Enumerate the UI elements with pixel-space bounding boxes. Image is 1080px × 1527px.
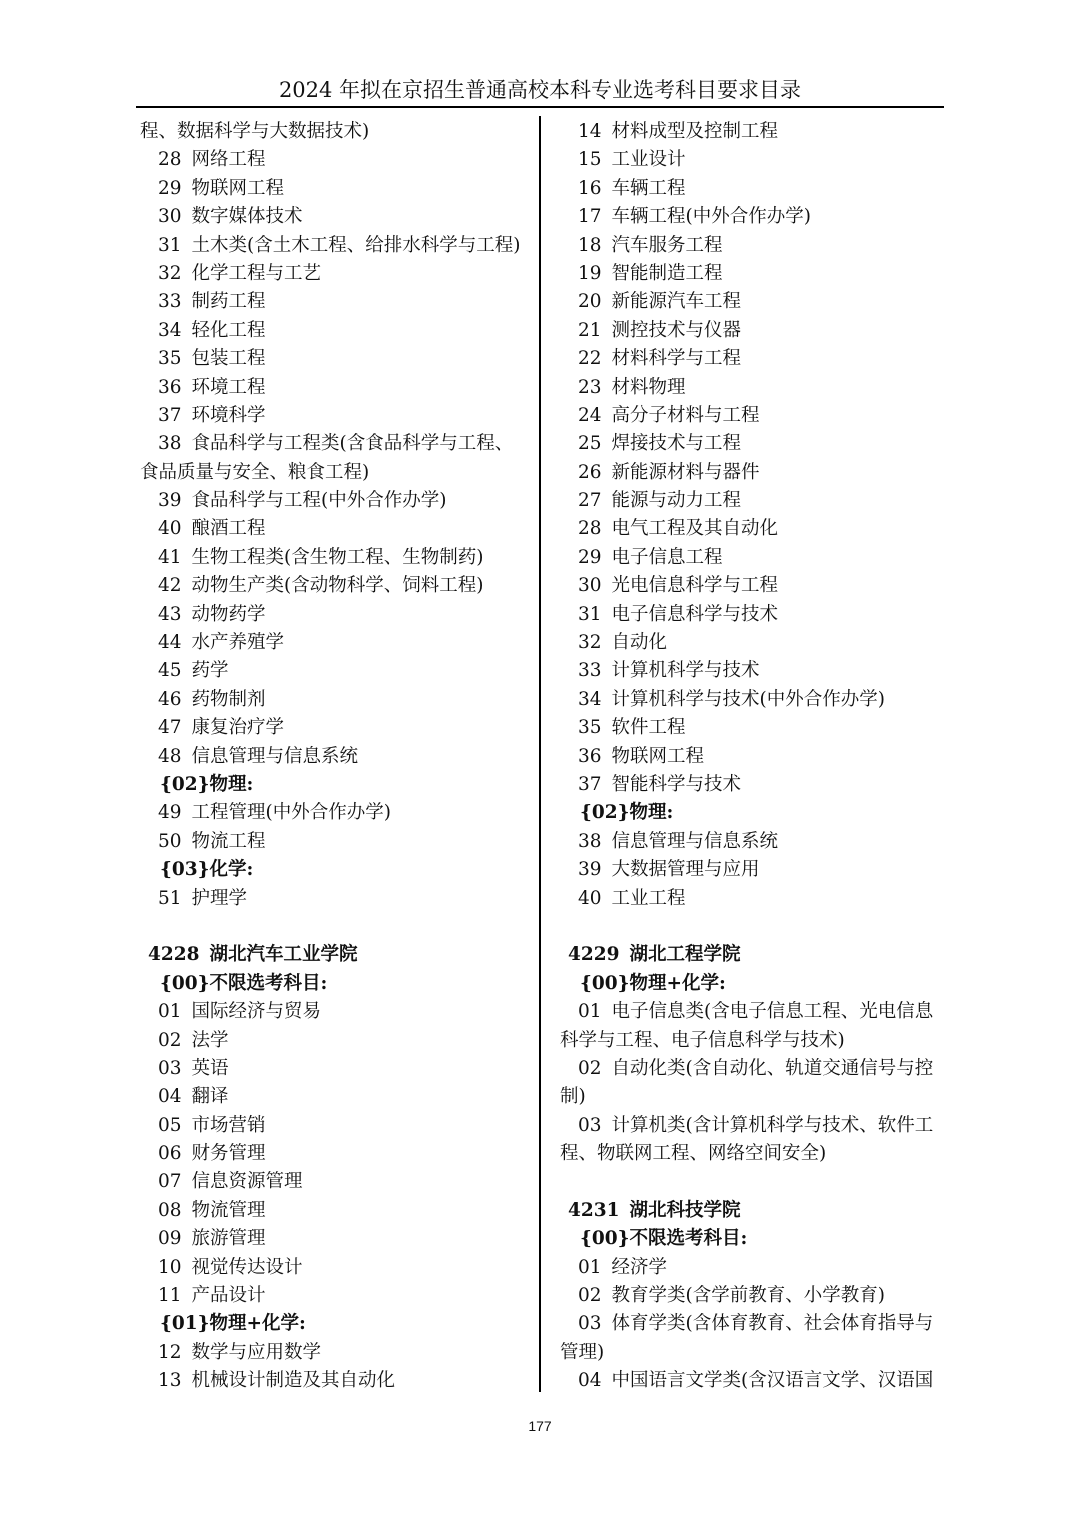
list-item bbox=[560, 544, 950, 572]
item-text: 智能科学与技术 bbox=[611, 773, 742, 795]
list-item bbox=[140, 572, 530, 600]
list-item bbox=[140, 175, 530, 203]
list-item bbox=[560, 260, 950, 288]
item-text: 酿酒工程 bbox=[191, 518, 266, 540]
list-item bbox=[560, 743, 950, 771]
list-item bbox=[140, 1339, 530, 1367]
item-number: 35 bbox=[158, 348, 182, 370]
column-divider bbox=[539, 116, 541, 1392]
item-text: 动物药学 bbox=[191, 603, 266, 625]
item-number: 42 bbox=[158, 575, 182, 597]
item-number: 03 bbox=[578, 1313, 602, 1335]
item-text: 能源与动力工程 bbox=[611, 490, 742, 512]
item-number: 39 bbox=[578, 859, 602, 881]
list-item bbox=[140, 544, 530, 572]
item-text: 计算机科学与技术 bbox=[611, 660, 760, 682]
item-number: 23 bbox=[578, 376, 602, 398]
continuation-line: 程、数据科学与大数据技术) bbox=[140, 121, 370, 142]
item-number: 16 bbox=[578, 177, 602, 199]
list-item bbox=[140, 601, 530, 629]
item-text: 材料物理 bbox=[611, 376, 686, 398]
item-text: 土木类(含土木工程、给排水科学与工程) bbox=[191, 234, 521, 256]
item-text: 机械设计制造及其自动化 bbox=[191, 1370, 396, 1392]
item-number: 41 bbox=[158, 546, 182, 568]
list-item bbox=[560, 686, 950, 714]
list-item bbox=[560, 203, 950, 231]
item-text: 药物制剂 bbox=[191, 688, 266, 710]
list-item bbox=[140, 260, 530, 288]
item-text: 车辆工程 bbox=[611, 177, 686, 199]
item-number: 43 bbox=[158, 603, 182, 625]
item-text: 新能源材料与器件 bbox=[611, 461, 760, 483]
item-text: 水产养殖学 bbox=[191, 632, 285, 654]
item-number: 28 bbox=[578, 518, 602, 540]
item-text: 轻化工程 bbox=[191, 319, 266, 341]
item-number: 33 bbox=[158, 291, 182, 313]
list-item bbox=[140, 430, 530, 458]
item-text: 翻译 bbox=[191, 1086, 229, 1108]
header-rule bbox=[136, 106, 944, 108]
item-text: 自动化 bbox=[611, 632, 668, 654]
list-item bbox=[560, 146, 950, 174]
item-text: 车辆工程(中外合作办学) bbox=[611, 206, 811, 228]
item-text: 经济学 bbox=[611, 1256, 668, 1278]
subject-requirement-heading: {01}物理+化学: bbox=[160, 1313, 306, 1335]
item-number: 31 bbox=[158, 234, 182, 256]
list-item bbox=[560, 601, 950, 629]
item-number: 18 bbox=[578, 234, 602, 256]
item-number: 36 bbox=[158, 376, 182, 398]
item-text: 电气工程及其自动化 bbox=[611, 518, 779, 540]
list-item bbox=[140, 288, 530, 316]
institution-heading bbox=[560, 941, 950, 969]
institution-name: 湖北工程学院 bbox=[629, 944, 741, 966]
list-item bbox=[560, 572, 950, 600]
item-text: 工程管理(中外合作办学) bbox=[191, 802, 391, 824]
list-item bbox=[560, 175, 950, 203]
item-number: 04 bbox=[578, 1370, 602, 1392]
item-number: 40 bbox=[578, 887, 602, 909]
item-text: 产品设计 bbox=[191, 1285, 266, 1307]
item-text: 电子信息类(含电子信息工程、光电信息 bbox=[611, 1001, 934, 1023]
item-number: 02 bbox=[158, 1029, 182, 1051]
list-item bbox=[560, 288, 950, 316]
list-item bbox=[140, 1112, 530, 1140]
item-text: 英语 bbox=[191, 1057, 229, 1079]
item-number: 30 bbox=[158, 206, 182, 228]
item-text: 包装工程 bbox=[191, 348, 266, 370]
list-item bbox=[560, 771, 950, 799]
list-item bbox=[560, 1282, 950, 1310]
right-column bbox=[560, 118, 950, 1396]
item-number: 35 bbox=[578, 717, 602, 739]
item-number: 29 bbox=[578, 546, 602, 568]
list-item bbox=[140, 885, 530, 913]
item-number: 12 bbox=[158, 1341, 182, 1363]
item-text: 材料成型及控制工程 bbox=[611, 121, 779, 142]
item-number: 25 bbox=[578, 433, 602, 455]
item-text: 食品科学与工程(中外合作办学) bbox=[191, 490, 447, 512]
subject-requirement-heading: {00}不限选考科目: bbox=[580, 1228, 748, 1250]
item-number: 30 bbox=[578, 575, 602, 597]
item-number: 49 bbox=[158, 802, 182, 824]
list-item bbox=[140, 1254, 530, 1282]
item-text: 法学 bbox=[191, 1029, 229, 1051]
list-item bbox=[140, 629, 530, 657]
list-item bbox=[560, 1254, 950, 1282]
institution-heading bbox=[140, 941, 530, 969]
item-number: 37 bbox=[578, 773, 602, 795]
item-text: 数字媒体技术 bbox=[191, 206, 303, 228]
list-item bbox=[560, 885, 950, 913]
item-text: 电子信息工程 bbox=[611, 546, 723, 568]
item-number: 34 bbox=[158, 319, 182, 341]
continuation-line: 科学与工程、电子信息科学与技术) bbox=[560, 1029, 845, 1051]
item-number: 26 bbox=[578, 461, 602, 483]
list-item bbox=[140, 998, 530, 1026]
item-text: 财务管理 bbox=[191, 1143, 266, 1165]
item-text: 环境工程 bbox=[191, 376, 266, 398]
item-number: 04 bbox=[158, 1086, 182, 1108]
item-number: 10 bbox=[158, 1256, 182, 1278]
item-text: 动物生产类(含动物科学、饲料工程) bbox=[191, 575, 484, 597]
list-item bbox=[140, 1027, 530, 1055]
item-number: 34 bbox=[578, 688, 602, 710]
item-text: 计算机科学与技术(中外合作办学) bbox=[611, 688, 885, 710]
spacer bbox=[560, 1168, 950, 1196]
item-text: 食品科学与工程类(含食品科学与工程、 bbox=[191, 433, 514, 455]
list-item bbox=[140, 317, 530, 345]
list-item bbox=[560, 856, 950, 884]
continuation-line: 管理) bbox=[560, 1341, 605, 1363]
item-number: 28 bbox=[158, 149, 182, 171]
item-text: 焊接技术与工程 bbox=[611, 433, 742, 455]
continuation-line: 食品质量与安全、粮食工程) bbox=[140, 461, 370, 483]
item-number: 51 bbox=[158, 887, 182, 909]
item-text: 高分子材料与工程 bbox=[611, 404, 760, 426]
institution-name: 湖北科技学院 bbox=[629, 1199, 741, 1221]
list-item bbox=[140, 203, 530, 231]
list-item bbox=[560, 657, 950, 685]
list-item bbox=[140, 657, 530, 685]
institution-heading bbox=[560, 1197, 950, 1225]
list-item bbox=[140, 1225, 530, 1253]
item-text: 生物工程类(含生物工程、生物制药) bbox=[191, 546, 484, 568]
item-number: 36 bbox=[578, 745, 602, 767]
item-text: 物联网工程 bbox=[611, 745, 705, 767]
item-text: 大数据管理与应用 bbox=[611, 859, 760, 881]
list-item bbox=[140, 374, 530, 402]
item-number: 50 bbox=[158, 830, 182, 852]
subject-requirement-heading: {02}物理: bbox=[580, 802, 674, 824]
item-text: 康复治疗学 bbox=[191, 717, 285, 739]
item-text: 工业工程 bbox=[611, 887, 686, 909]
item-text: 旅游管理 bbox=[191, 1228, 266, 1250]
item-number: 21 bbox=[578, 319, 602, 341]
item-text: 材料科学与工程 bbox=[611, 348, 742, 370]
item-text: 测控技术与仪器 bbox=[611, 319, 742, 341]
item-number: 32 bbox=[578, 632, 602, 654]
list-item bbox=[560, 1112, 950, 1140]
item-number: 19 bbox=[578, 262, 602, 284]
item-number: 27 bbox=[578, 490, 602, 512]
item-number: 45 bbox=[158, 660, 182, 682]
item-number: 15 bbox=[578, 149, 602, 171]
list-item bbox=[140, 1282, 530, 1310]
list-item bbox=[140, 345, 530, 373]
list-item bbox=[560, 1055, 950, 1083]
institution-name: 湖北汽车工业学院 bbox=[209, 944, 358, 966]
item-text: 国际经济与贸易 bbox=[191, 1001, 322, 1023]
subject-requirement-heading: {03}化学: bbox=[160, 859, 254, 881]
item-text: 数学与应用数学 bbox=[191, 1341, 322, 1363]
item-text: 电子信息科学与技术 bbox=[611, 603, 779, 625]
spacer bbox=[560, 913, 950, 941]
list-item bbox=[560, 402, 950, 430]
list-item bbox=[140, 799, 530, 827]
item-number: 07 bbox=[158, 1171, 182, 1193]
continuation-line: 程、物联网工程、网络空间安全) bbox=[560, 1143, 827, 1165]
list-item bbox=[560, 345, 950, 373]
list-item bbox=[140, 402, 530, 430]
list-item bbox=[140, 146, 530, 174]
item-text: 药学 bbox=[191, 660, 229, 682]
list-item bbox=[140, 1083, 530, 1111]
item-number: 31 bbox=[578, 603, 602, 625]
item-number: 01 bbox=[578, 1256, 602, 1278]
item-number: 47 bbox=[158, 717, 182, 739]
list-item bbox=[560, 1367, 950, 1395]
list-item bbox=[560, 374, 950, 402]
item-text: 汽车服务工程 bbox=[611, 234, 723, 256]
item-number: 02 bbox=[578, 1285, 602, 1307]
item-number: 13 bbox=[158, 1370, 182, 1392]
item-text: 教育学类(含学前教育、小学教育) bbox=[611, 1285, 885, 1307]
left-column bbox=[140, 118, 530, 1396]
item-number: 14 bbox=[578, 121, 602, 142]
item-number: 38 bbox=[158, 433, 182, 455]
list-item bbox=[560, 629, 950, 657]
item-number: 40 bbox=[158, 518, 182, 540]
item-text: 智能制造工程 bbox=[611, 262, 723, 284]
item-text: 信息管理与信息系统 bbox=[611, 830, 779, 852]
continuation-line: 制) bbox=[560, 1086, 586, 1108]
item-number: 44 bbox=[158, 632, 182, 654]
list-item bbox=[560, 430, 950, 458]
item-text: 物联网工程 bbox=[191, 177, 285, 199]
item-number: 32 bbox=[158, 262, 182, 284]
page-header-title: 2024 年拟在京招生普通高校本科专业选考科目要求目录 bbox=[278, 78, 802, 102]
item-text: 工业设计 bbox=[611, 149, 686, 171]
item-number: 20 bbox=[578, 291, 602, 313]
item-number: 22 bbox=[578, 348, 602, 370]
item-text: 新能源汽车工程 bbox=[611, 291, 742, 313]
item-number: 38 bbox=[578, 830, 602, 852]
list-item bbox=[140, 1168, 530, 1196]
item-text: 物流工程 bbox=[191, 830, 266, 852]
institution-code: 4228 bbox=[148, 944, 200, 966]
item-number: 46 bbox=[158, 688, 182, 710]
list-item bbox=[140, 515, 530, 543]
list-item bbox=[560, 515, 950, 543]
item-number: 33 bbox=[578, 660, 602, 682]
list-item bbox=[140, 1367, 530, 1395]
item-number: 01 bbox=[158, 1001, 182, 1023]
list-item bbox=[560, 714, 950, 742]
item-text: 化学工程与工艺 bbox=[191, 262, 322, 284]
item-text: 计算机类(含计算机科学与技术、软件工 bbox=[611, 1114, 934, 1136]
list-item bbox=[140, 743, 530, 771]
item-number: 05 bbox=[158, 1114, 182, 1136]
list-item bbox=[140, 686, 530, 714]
subject-requirement-heading: {00}不限选考科目: bbox=[160, 972, 328, 994]
item-number: 08 bbox=[158, 1199, 182, 1221]
item-number: 06 bbox=[158, 1143, 182, 1165]
item-number: 11 bbox=[158, 1285, 182, 1307]
item-number: 48 bbox=[158, 745, 182, 767]
list-item bbox=[560, 232, 950, 260]
subject-requirement-heading: {02}物理: bbox=[160, 773, 254, 795]
list-item bbox=[140, 232, 530, 260]
item-text: 信息资源管理 bbox=[191, 1171, 303, 1193]
list-item bbox=[560, 487, 950, 515]
item-text: 视觉传达设计 bbox=[191, 1256, 303, 1278]
item-text: 光电信息科学与工程 bbox=[611, 575, 779, 597]
list-item bbox=[560, 317, 950, 345]
list-item bbox=[140, 828, 530, 856]
item-text: 网络工程 bbox=[191, 149, 266, 171]
list-item bbox=[560, 459, 950, 487]
list-item bbox=[560, 998, 950, 1026]
page-number: 177 bbox=[528, 1418, 552, 1434]
item-number: 03 bbox=[578, 1114, 602, 1136]
item-text: 制药工程 bbox=[191, 291, 266, 313]
institution-code: 4231 bbox=[568, 1199, 620, 1221]
item-text: 护理学 bbox=[191, 887, 248, 909]
list-item bbox=[560, 1310, 950, 1338]
list-item bbox=[140, 714, 530, 742]
item-text: 信息管理与信息系统 bbox=[191, 745, 359, 767]
institution-code: 4229 bbox=[568, 944, 620, 966]
item-text: 体育学类(含体育教育、社会体育指导与 bbox=[611, 1313, 934, 1335]
list-item bbox=[140, 1197, 530, 1225]
item-number: 09 bbox=[158, 1228, 182, 1250]
item-number: 39 bbox=[158, 490, 182, 512]
item-text: 市场营销 bbox=[191, 1114, 266, 1136]
list-item bbox=[560, 118, 950, 146]
item-number: 37 bbox=[158, 404, 182, 426]
item-number: 01 bbox=[578, 1001, 602, 1023]
list-item bbox=[140, 1140, 530, 1168]
item-text: 物流管理 bbox=[191, 1199, 266, 1221]
subject-requirement-heading: {00}物理+化学: bbox=[580, 972, 726, 994]
list-item bbox=[140, 1055, 530, 1083]
item-text: 中国语言文学类(含汉语言文学、汉语国 bbox=[611, 1370, 934, 1392]
list-item bbox=[140, 487, 530, 515]
item-number: 24 bbox=[578, 404, 602, 426]
item-text: 自动化类(含自动化、轨道交通信号与控 bbox=[611, 1057, 934, 1079]
item-number: 17 bbox=[578, 206, 602, 228]
item-text: 软件工程 bbox=[611, 717, 686, 739]
item-number: 29 bbox=[158, 177, 182, 199]
spacer bbox=[140, 913, 530, 941]
item-number: 02 bbox=[578, 1057, 602, 1079]
list-item bbox=[560, 828, 950, 856]
item-number: 03 bbox=[158, 1057, 182, 1079]
item-text: 环境科学 bbox=[191, 404, 266, 426]
